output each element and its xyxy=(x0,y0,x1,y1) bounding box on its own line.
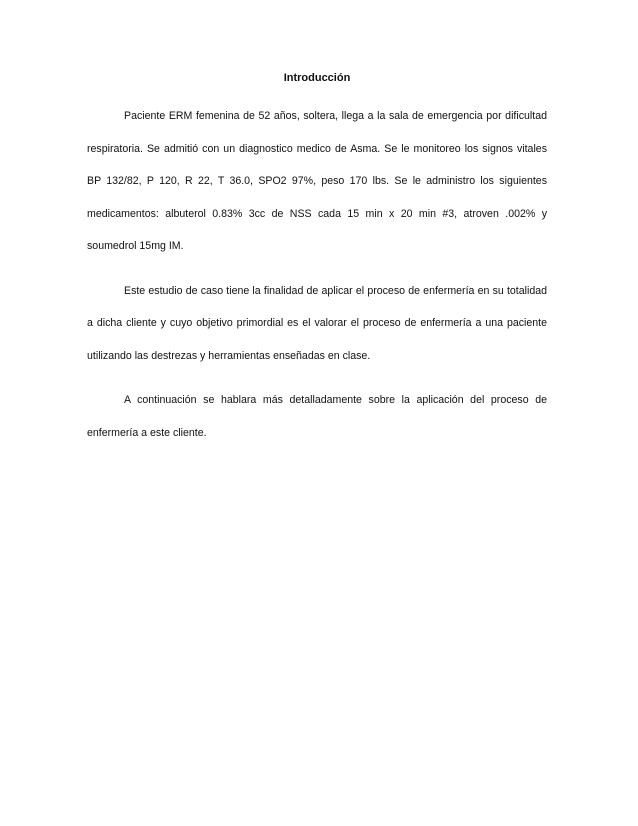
paragraph-continuation: A continuación se hablara más detalladamente sobre la aplicación del proceso de enfermería a este cliente. xyxy=(87,394,547,439)
document-title: Introducción xyxy=(283,72,351,84)
paragraph-patient-summary: Paciente ERM femenina de 52 años, soltera, llega a la sala de emergencia por dificultad respiratoria. Se admitió con un diagnostico medico de Asma. Se le monitoreo los signos vitales BP 132/82, P 120, R 22, T 36.0, SPO2 97%, peso 170 lbs. Se le administro los siguientes medicamentos: albuterol 0.83% 3cc de NSS cada 15 min x 20 min #3, atroven .002% y soumedrol 15mg IM. xyxy=(87,110,547,252)
document-body xyxy=(87,70,547,461)
paragraph-study-purpose: Este estudio de caso tiene la finalidad de aplicar el proceso de enfermería en su totalidad a dicha cliente y cuyo objetivo primordial es el valorar el proceso de enfermería a una paciente utilizando las destrezas y herramientas enseñadas en clase. xyxy=(87,284,547,362)
